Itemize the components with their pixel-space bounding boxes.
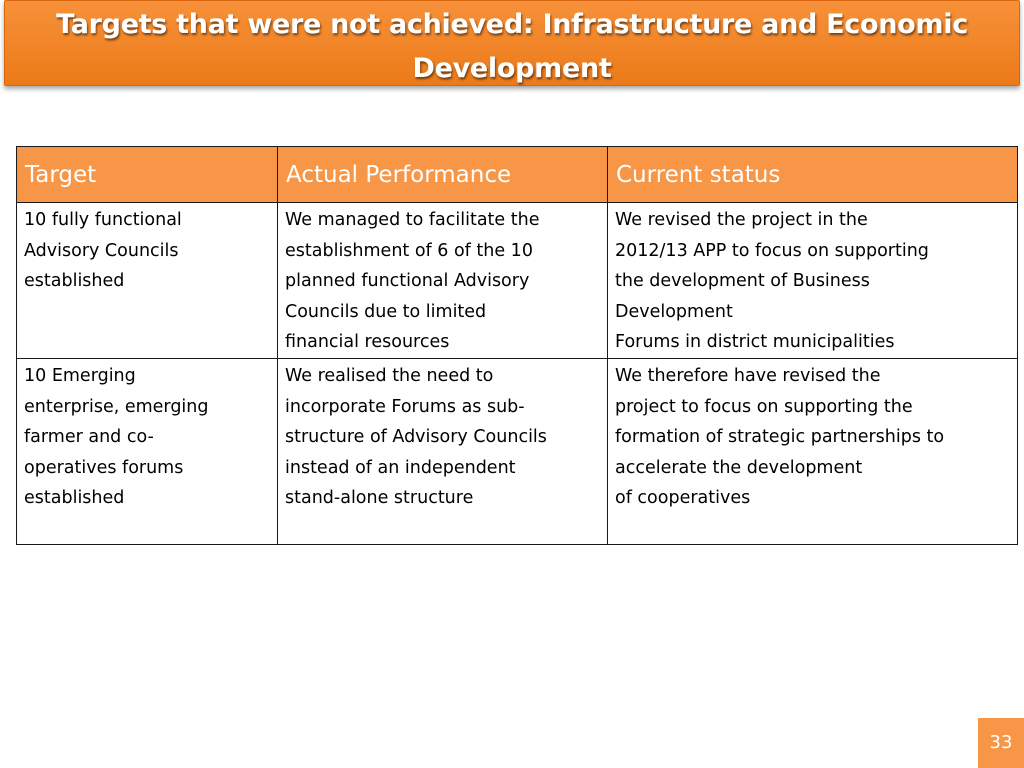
slide-title: Targets that were not achieved: Infrastructure and Economic Development <box>56 9 968 84</box>
performance-table <box>16 146 1018 545</box>
table-row <box>17 203 1018 359</box>
header-current-status: Current status <box>608 147 1018 203</box>
cell-current-status: We revised the project in the 2012/13 APP to focus on supporting the development of Business Development Forums in district municipalities <box>608 203 1018 359</box>
cell-target: 10 Emerging enterprise, emerging farmer and co- operatives forums established <box>17 358 278 544</box>
table-header-row <box>17 147 1018 203</box>
cell-actual-performance: We realised the need to incorporate Forums as sub- structure of Advisory Councils instead of an independent stand-alone structure <box>278 358 608 544</box>
table-row <box>17 358 1018 544</box>
cell-current-status: We therefore have revised the project to focus on supporting the formation of strategic partnerships to accelerate the development of cooperatives <box>608 358 1018 544</box>
cell-target: 10 fully functional Advisory Councils established <box>17 203 278 359</box>
header-actual-performance: Actual Performance <box>278 147 608 203</box>
header-target: Target <box>17 147 278 203</box>
cell-actual-performance: We managed to facilitate the establishment of 6 of the 10 planned functional Advisory Councils due to limited financial resources <box>278 203 608 359</box>
page-number-badge: 33 <box>978 718 1024 768</box>
title-bar <box>4 0 1020 86</box>
